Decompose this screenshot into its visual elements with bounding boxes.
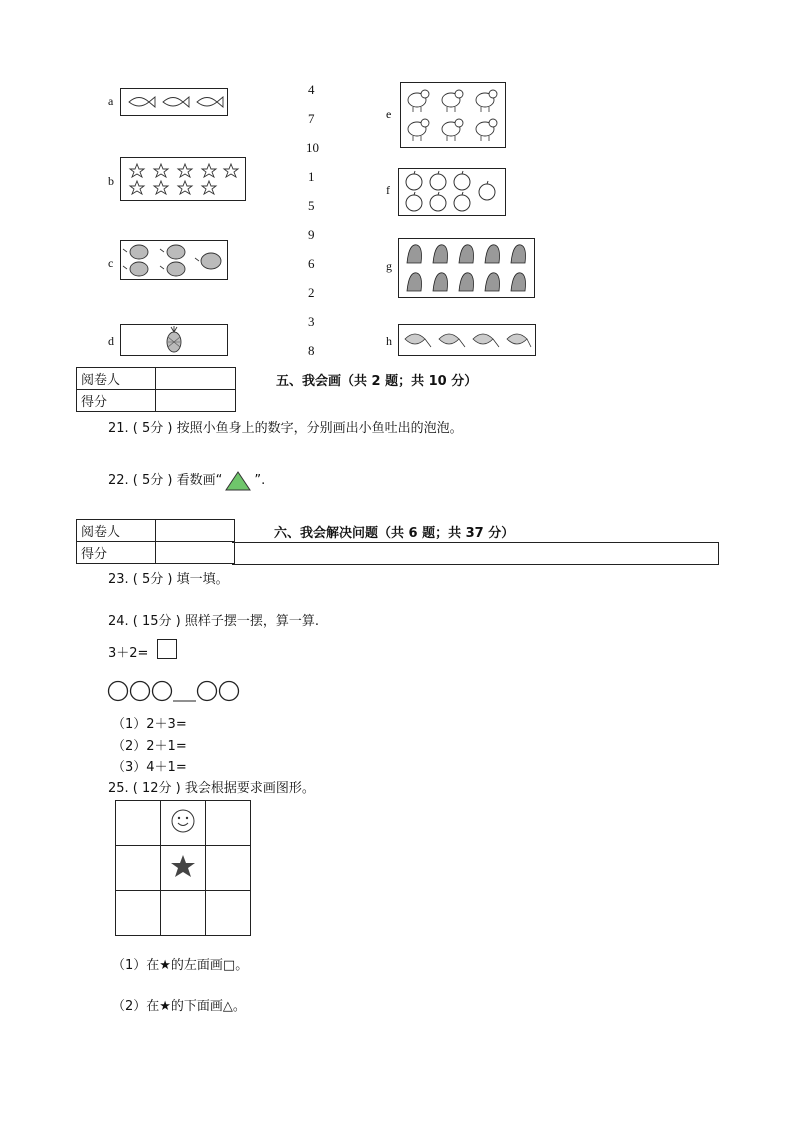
picture-box-h xyxy=(398,324,536,356)
number-4: 4 xyxy=(308,82,315,97)
circle-icon xyxy=(131,682,150,701)
answer-box[interactable] xyxy=(157,639,177,659)
picture-box-d xyxy=(120,324,228,356)
pineapple-icon xyxy=(121,325,227,355)
question-23: 23. ( 5分 ) 填一填。 xyxy=(108,572,229,587)
reviewer-cell[interactable] xyxy=(156,520,235,542)
label-h: h xyxy=(386,334,392,348)
picture-box-f xyxy=(398,168,506,216)
question-25-sub-2: （2）在★的下面画△。 xyxy=(112,999,246,1014)
grid-cell[interactable] xyxy=(206,801,251,846)
number-2: 2 xyxy=(308,285,315,300)
picture-box-b xyxy=(120,157,246,201)
label-d: d xyxy=(108,334,114,348)
question-22-suffix: ”. xyxy=(254,473,266,488)
pineapple-icon xyxy=(121,241,227,279)
circle-icon xyxy=(153,682,172,701)
question-21: 21. ( 5分 ) 按照小鱼身上的数字，分别画出小鱼吐出的泡泡。 xyxy=(108,421,463,436)
score-cell[interactable] xyxy=(156,542,235,564)
leaf-icon xyxy=(399,325,535,355)
circle-icon xyxy=(198,682,217,701)
number-8: 8 xyxy=(308,343,315,358)
apple-icon xyxy=(399,169,505,215)
reviewer-cell[interactable] xyxy=(156,368,236,390)
number-10: 10 xyxy=(306,140,319,155)
number-6: 6 xyxy=(308,256,315,271)
picture-box-c xyxy=(120,240,228,280)
circle-icon xyxy=(109,682,128,701)
section5-title: 五、我会画（共 2 题；共 10 分） xyxy=(276,374,478,389)
label-c: c xyxy=(108,256,114,270)
picture-box-g xyxy=(398,238,535,298)
label-b: b xyxy=(108,174,114,188)
grid-cell[interactable] xyxy=(116,846,161,891)
number-7: 7 xyxy=(308,111,315,126)
question-24-sub-2: （2）2＋1= xyxy=(112,739,187,754)
triangle-icon xyxy=(224,470,252,492)
grid-cell[interactable] xyxy=(206,891,251,936)
vegetable-icon xyxy=(399,239,534,297)
label-g: g xyxy=(386,259,392,273)
starfish-icon xyxy=(121,158,245,200)
section6-title: 六、我会解决问题（共 6 题；共 37 分） xyxy=(274,526,515,541)
circles-example xyxy=(106,680,246,704)
grid-cell[interactable] xyxy=(161,891,206,936)
number-5: 5 xyxy=(308,198,315,213)
smiley-icon xyxy=(170,808,196,834)
score-cell[interactable] xyxy=(156,390,236,412)
question-22 xyxy=(108,469,265,492)
bird-icon xyxy=(401,83,505,147)
position-grid xyxy=(115,800,251,936)
number-1: 1 xyxy=(308,169,315,184)
grid-cell[interactable] xyxy=(206,846,251,891)
circle-icon xyxy=(220,682,239,701)
question-22-prefix: 22. ( 5分 ) 看数画“ xyxy=(108,473,223,488)
label-e: e xyxy=(386,107,392,121)
section6-long-score-cell xyxy=(232,542,719,565)
grade-table-section5 xyxy=(76,367,236,412)
question-24-sub-3: （3）4＋1= xyxy=(112,760,187,775)
star-icon xyxy=(170,853,196,879)
question-24-example: 3＋2= xyxy=(108,646,149,661)
picture-box-a xyxy=(120,88,228,116)
grid-cell[interactable] xyxy=(116,801,161,846)
fish-icon xyxy=(121,89,227,115)
question-24-sub-1: （1）2＋3= xyxy=(112,717,187,732)
grid-cell[interactable] xyxy=(161,801,206,846)
score-label: 得分 xyxy=(77,390,156,412)
question-25: 25. ( 12分 ) 我会根据要求画图形。 xyxy=(108,781,315,796)
grid-cell[interactable] xyxy=(116,891,161,936)
number-9: 9 xyxy=(308,227,315,242)
question-24: 24. ( 15分 ) 照样子摆一摆，算一算. xyxy=(108,614,320,629)
label-a: a xyxy=(108,94,114,108)
reviewer-label: 阅卷人 xyxy=(77,368,156,390)
number-3: 3 xyxy=(308,314,315,329)
reviewer-label: 阅卷人 xyxy=(77,520,156,542)
picture-box-e xyxy=(400,82,506,148)
score-label: 得分 xyxy=(77,542,156,564)
grid-cell[interactable] xyxy=(161,846,206,891)
label-f: f xyxy=(386,183,390,197)
grade-table-section6 xyxy=(76,519,235,564)
question-25-sub-1: （1）在★的左面画□。 xyxy=(112,958,249,973)
